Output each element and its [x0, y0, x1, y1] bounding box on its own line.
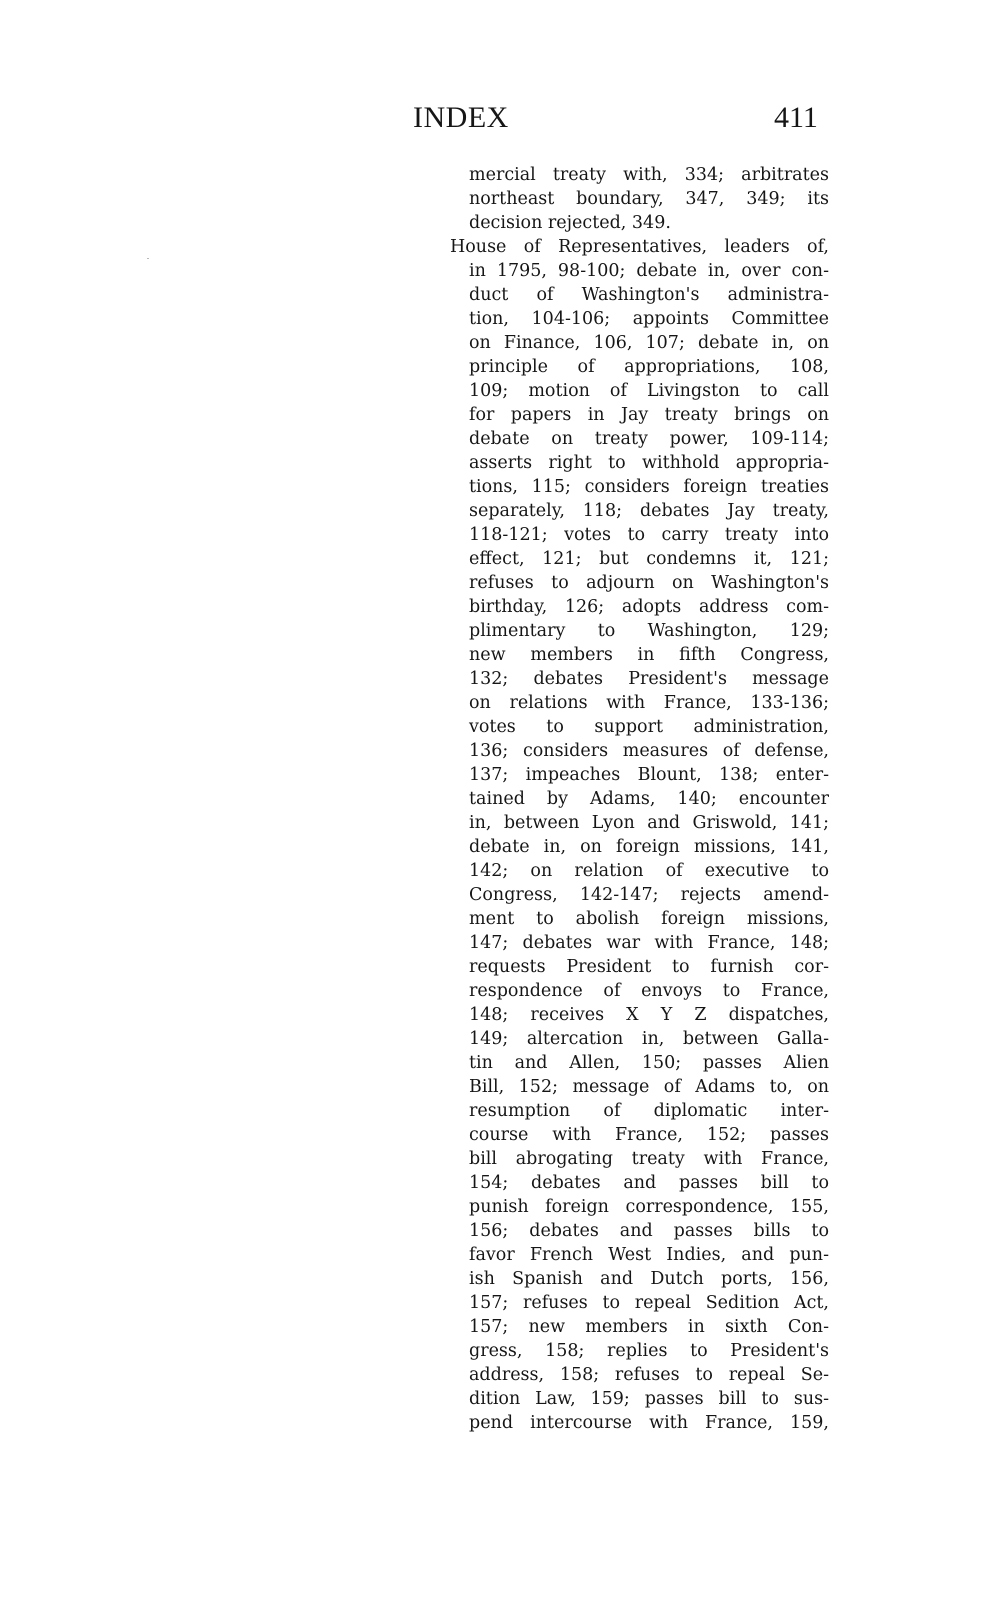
index-line: on relations with France, 133-136;	[469, 693, 829, 713]
index-line: 147; debates war with France, 148;	[469, 933, 829, 953]
index-line: birthday, 126; adopts address com-	[469, 597, 829, 617]
index-line: Bill, 152; message of Adams to, on	[469, 1077, 829, 1097]
index-line: plimentary to Washington, 129;	[469, 621, 829, 641]
index-line: 156; debates and passes bills to	[469, 1221, 829, 1241]
index-line: in 1795, 98-100; debate in, over con-	[469, 261, 829, 281]
index-line: requests President to furnish cor-	[469, 957, 829, 977]
index-line: respondence of envoys to France,	[469, 981, 829, 1001]
index-line: 132; debates President's message	[469, 669, 829, 689]
index-line: address, 158; refuses to repeal Se-	[469, 1365, 829, 1385]
index-line: 142; on relation of executive to	[469, 861, 829, 881]
index-line: 157; new members in sixth Con-	[469, 1317, 829, 1337]
index-line: Congress, 142-147; rejects amend-	[469, 885, 829, 905]
index-line: tion, 104-106; appoints Committee	[469, 309, 829, 329]
index-line: ment to abolish foreign missions,	[469, 909, 829, 929]
index-line: votes to support administration,	[469, 717, 829, 737]
index-line: 118-121; votes to carry treaty into	[469, 525, 829, 545]
index-line: 154; debates and passes bill to	[469, 1173, 829, 1193]
index-line: pend intercourse with France, 159,	[469, 1413, 829, 1433]
index-line: favor French West Indies, and pun-	[469, 1245, 829, 1265]
index-line: gress, 158; replies to President's	[469, 1341, 829, 1361]
index-line: principle of appropriations, 108,	[469, 357, 829, 377]
index-line: 109; motion of Livingston to call	[469, 381, 829, 401]
index-line: tions, 115; considers foreign treaties	[469, 477, 829, 497]
index-line: tained by Adams, 140; encounter	[469, 789, 829, 809]
index-line: tin and Allen, 150; passes Alien	[469, 1053, 829, 1073]
scan-speck	[147, 258, 149, 259]
index-line: debate on treaty power, 109-114;	[469, 429, 829, 449]
index-line: northeast boundary, 347, 349; its	[469, 189, 829, 209]
index-line: mercial treaty with, 334; arbitrates	[469, 165, 829, 185]
index-line: 149; altercation in, between Galla-	[469, 1029, 829, 1049]
index-line: decision rejected, 349.	[469, 213, 671, 233]
index-line: in, between Lyon and Griswold, 141;	[469, 813, 829, 833]
index-line: on Finance, 106, 107; debate in, on	[469, 333, 829, 353]
index-line: dition Law, 159; passes bill to sus-	[469, 1389, 829, 1409]
index-line: course with France, 152; passes	[469, 1125, 829, 1145]
index-line: asserts right to withhold appropria-	[469, 453, 829, 473]
index-line: refuses to adjourn on Washington's	[469, 573, 829, 593]
index-line: new members in fifth Congress,	[469, 645, 829, 665]
index-entry-heading-line: House of Representatives, leaders of,	[450, 237, 829, 257]
page-number: 411	[774, 101, 818, 134]
index-line: for papers in Jay treaty brings on	[469, 405, 829, 425]
index-line: 157; refuses to repeal Sedition Act,	[469, 1293, 829, 1313]
index-line: 148; receives X Y Z dispatches,	[469, 1005, 829, 1025]
index-line: duct of Washington's administra-	[469, 285, 829, 305]
index-line: 136; considers measures of defense,	[469, 741, 829, 761]
index-line: 137; impeaches Blount, 138; enter-	[469, 765, 829, 785]
index-line: debate in, on foreign missions, 141,	[469, 837, 829, 857]
index-line: ish Spanish and Dutch ports, 156,	[469, 1269, 829, 1289]
index-line: resumption of diplomatic inter-	[469, 1101, 829, 1121]
index-line: effect, 121; but condemns it, 121;	[469, 549, 829, 569]
index-line: punish foreign correspondence, 155,	[469, 1197, 829, 1217]
running-head-title: INDEX	[413, 101, 509, 134]
index-line: separately, 118; debates Jay treaty,	[469, 501, 829, 521]
index-line: bill abrogating treaty with France,	[469, 1149, 829, 1169]
index-column	[450, 163, 829, 1435]
